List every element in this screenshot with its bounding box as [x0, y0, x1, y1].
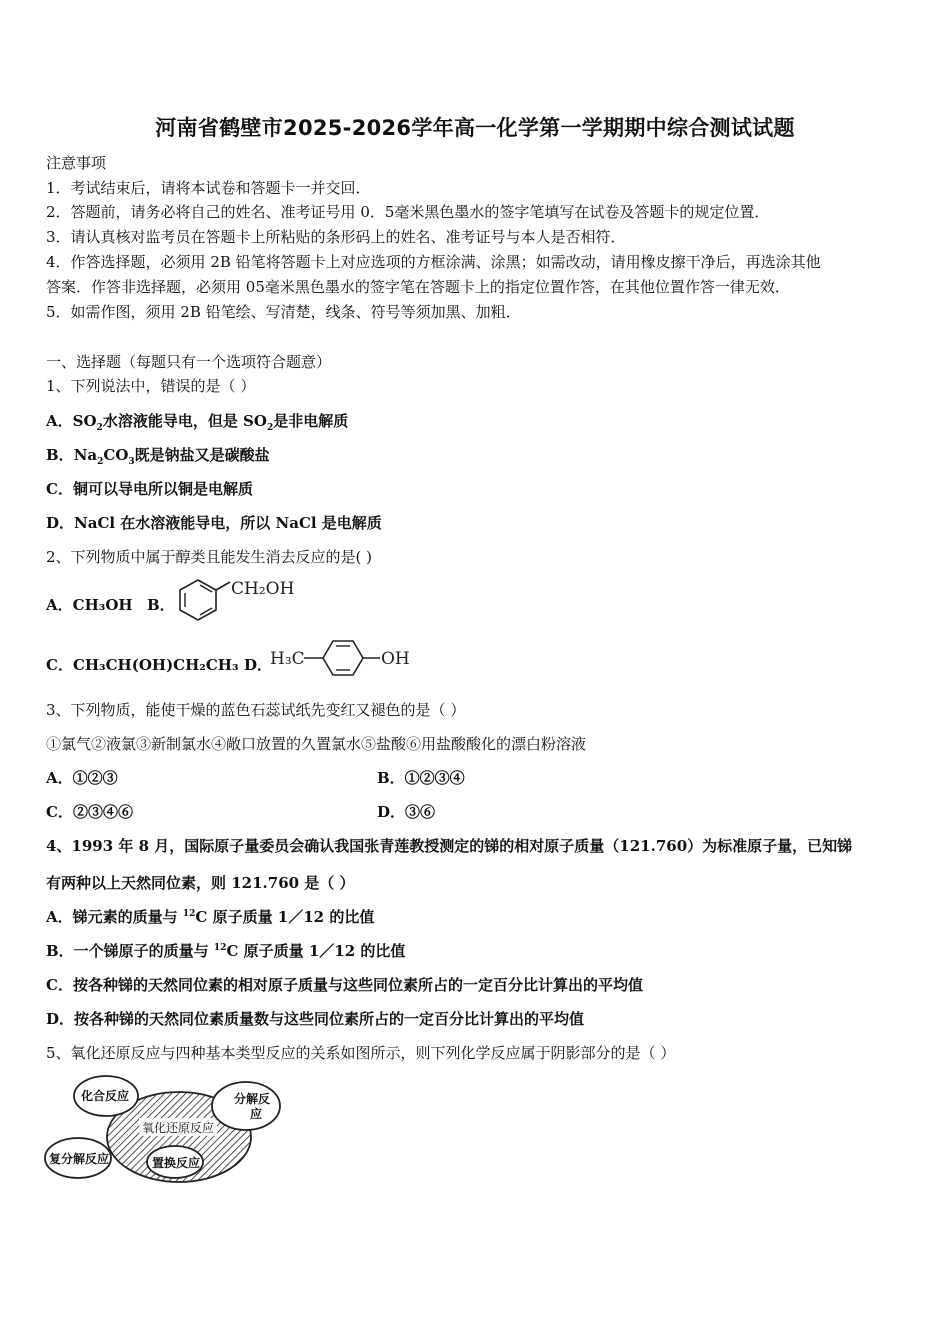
q2-option-a: A．CH₃OH [46, 596, 133, 614]
q2-stem: 2、下列物质中属于醇类且能发生消去反应的是( ) [46, 548, 373, 566]
q3-items: ①氯气②液氯③新制氯水④敞口放置的久置氯水⑤盐酸⑥用盐酸酸化的漂白粉溶液 [46, 735, 587, 753]
q1-option-c: C．铜可以导电所以铜是电解质 [46, 480, 253, 498]
q4-a-sup: 12 [182, 909, 196, 919]
q1-a-t2: 水溶液能导电，但是 SO [102, 412, 267, 430]
q4-b-post: C 原子质量 1／12 的比值 [226, 942, 406, 960]
q3-option-a: A．①②③ [46, 769, 118, 787]
q2-option-b-label: B． [147, 596, 175, 614]
q2-option-c: C．CH₃CH(OH)CH₂CH₃ [46, 656, 239, 674]
q4-option-b [46, 940, 405, 961]
q5-stem: 5、氧化还原反应与四种基本类型反应的关系如图所示，则下列化学反应属于阴影部分的是（ ） [46, 1044, 676, 1062]
section-heading: 一、选择题（每题只有一个选项符合题意） [46, 353, 332, 371]
q3-stem: 3、下列物质，能使干燥的蓝色石蕊试纸先变红又褪色的是（ ） [46, 701, 466, 719]
q4-option-c: C．按各种锑的天然同位素的相对原子质量与这些同位素所占的一定百分比计算出的平均值 [46, 976, 643, 994]
notes-heading: 注意事项 [46, 154, 107, 172]
q1-b-t2: CO [103, 446, 129, 464]
q3-option-c: C．②③④⑥ [46, 803, 133, 821]
p-cresol-structure [268, 630, 418, 684]
q1-b-label: B． [46, 446, 74, 464]
q1-option-d: D．NaCl 在水溶液能导电，所以 NaCl 是电解质 [46, 514, 382, 532]
q4-b-sup: 12 [213, 943, 227, 953]
q2-d-left: H₃C [270, 649, 305, 669]
q3-option-b: B．①②③④ [377, 769, 465, 787]
q4-b-pre: B．一个锑原子的质量与 [46, 942, 214, 960]
q3-option-d: D．③⑥ [377, 803, 436, 821]
q2-d-right: OH [381, 649, 410, 669]
note-1: 1．考试结束后，请将本试卷和答题卡一并交回． [46, 179, 371, 197]
benzyl-alcohol-structure [170, 572, 310, 624]
q1-b-s2: 3 [128, 457, 135, 467]
q1-b-t1: Na [73, 446, 98, 464]
q4-option-d: D．按各种锑的天然同位素质量数与这些同位素所占的一定百分比计算出的平均值 [46, 1010, 585, 1028]
q1-a-label: A． [46, 412, 73, 430]
q2-option-d-label: D． [244, 656, 273, 674]
q1-a-t1: SO [72, 412, 97, 430]
q1-option-b [46, 444, 270, 467]
combination-label: 化合反应 [81, 1089, 130, 1103]
q4-a-post: C 原子质量 1／12 的比值 [195, 908, 375, 926]
reaction-types-venn-diagram [44, 1072, 284, 1184]
page-title: 河南省鹤壁市2025-2026学年高一化学第一学期期中综合测试试题 [155, 116, 795, 140]
redox-label: 氧化还原反应 [142, 1121, 215, 1135]
q1-b-t3: 既是钠盐又是碳酸盐 [134, 446, 270, 464]
q1-b-s1: 2 [97, 457, 104, 467]
decomposition-circle [212, 1082, 280, 1130]
note-4a: 4．作答选择题，必须用 2B 铅笔将答题卡上对应选项的方框涂满、涂黑；如需改动，请用橡皮擦干净后，再选涂其他 [46, 253, 821, 271]
note-5: 5．如需作图，须用 2B 铅笔绘、写清楚，线条、符号等须加黑、加粗． [46, 303, 521, 321]
note-3: 3．请认真核对监考员在答题卡上所粘贴的条形码上的姓名、准考证号与本人是否相符． [46, 228, 626, 246]
decomposition-label-2: 应 [250, 1107, 263, 1121]
decomposition-label-1: 分解反 [234, 1092, 271, 1106]
q4-stem-1: 4、1993 年 8 月，国际原子量委员会确认我国张青莲教授测定的锑的相对原子质量（121.760）为标准原子量，已知锑 [46, 837, 853, 855]
displacement-label: 置换反应 [152, 1156, 201, 1170]
note-4b: 答案．作答非选择题，必须用 05毫米黑色墨水的签字笔在答题卡上的指定位置作答，在其他位置作答一律无效． [46, 278, 790, 296]
q4-option-a [46, 906, 374, 927]
q4-a-pre: A．锑元素的质量与 [46, 908, 183, 926]
q1-a-s2: 2 [266, 423, 274, 433]
q1-a-s1: 2 [96, 423, 103, 433]
q2-b-group: CH₂OH [231, 579, 295, 599]
double-displacement-label: 复分解反应 [49, 1152, 110, 1166]
q1-option-a [46, 410, 348, 433]
q4-stem-2: 有两种以上天然同位素，则 121.760 是（ ） [46, 874, 355, 892]
note-2: 2．答题前，请务必将自己的姓名、准考证号用 0．5毫米黑色墨水的签字笔填写在试卷及答题卡的规定位置． [46, 203, 770, 221]
q1-a-t3: 是非电解质 [273, 412, 349, 430]
q1-stem: 1、下列说法中，错误的是（ ） [46, 377, 256, 395]
